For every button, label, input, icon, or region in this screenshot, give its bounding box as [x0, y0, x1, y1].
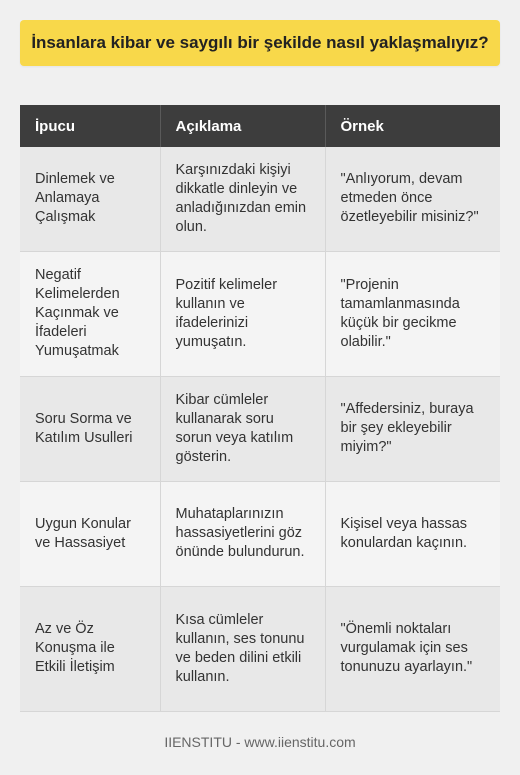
cell-example: "Önemli noktaları vurgulamak için ses tonunuzu ayarlayın."	[325, 586, 500, 711]
table-header-row	[20, 105, 500, 147]
cell-example: "Projenin tamamlanmasında küçük bir gecikme olabilir."	[325, 251, 500, 376]
cell-tip: Dinlemek ve Anlamaya Çalışmak	[20, 147, 160, 251]
cell-tip: Az ve Öz Konuşma ile Etkili İletişim	[20, 586, 160, 711]
cell-description: Karşınızdaki kişiyi dikkatle dinleyin ve anladığınızdan emin olun.	[160, 147, 325, 251]
cell-tip: Soru Sorma ve Katılım Usulleri	[20, 376, 160, 481]
table-row	[20, 586, 500, 711]
table-row	[20, 481, 500, 586]
cell-example: "Affedersiniz, buraya bir şey ekleyebilir miyim?"	[325, 376, 500, 481]
cell-description: Kibar cümleler kullanarak soru sorun veya katılım gösterin.	[160, 376, 325, 481]
column-header-example: Örnek	[325, 105, 500, 147]
footer-credit: IIENSTITU - www.iienstitu.com	[164, 734, 356, 750]
cell-tip: Uygun Konular ve Hassasiyet	[20, 481, 160, 586]
page-title: İnsanlara kibar ve saygılı bir şekilde nasıl yaklaşmalıyız?	[20, 20, 500, 66]
cell-example: "Anlıyorum, devam etmeden önce özetleyebilir misiniz?"	[325, 147, 500, 251]
cell-description: Pozitif kelimeler kullanın ve ifadelerinizi yumuşatın.	[160, 251, 325, 376]
column-header-tip: İpucu	[20, 105, 160, 147]
column-header-description: Açıklama	[160, 105, 325, 147]
cell-description: Muhataplarınızın hassasiyetlerini göz önünde bulundurun.	[160, 481, 325, 586]
cell-tip: Negatif Kelimelerden Kaçınmak ve İfadeleri Yumuşatmak	[20, 251, 160, 376]
cell-description: Kısa cümleler kullanın, ses tonunu ve beden dilini etkili kullanın.	[160, 586, 325, 711]
table-row	[20, 251, 500, 376]
cell-example: Kişisel veya hassas konulardan kaçının.	[325, 481, 500, 586]
tips-table	[20, 105, 500, 712]
table-row	[20, 147, 500, 251]
table-row	[20, 376, 500, 481]
